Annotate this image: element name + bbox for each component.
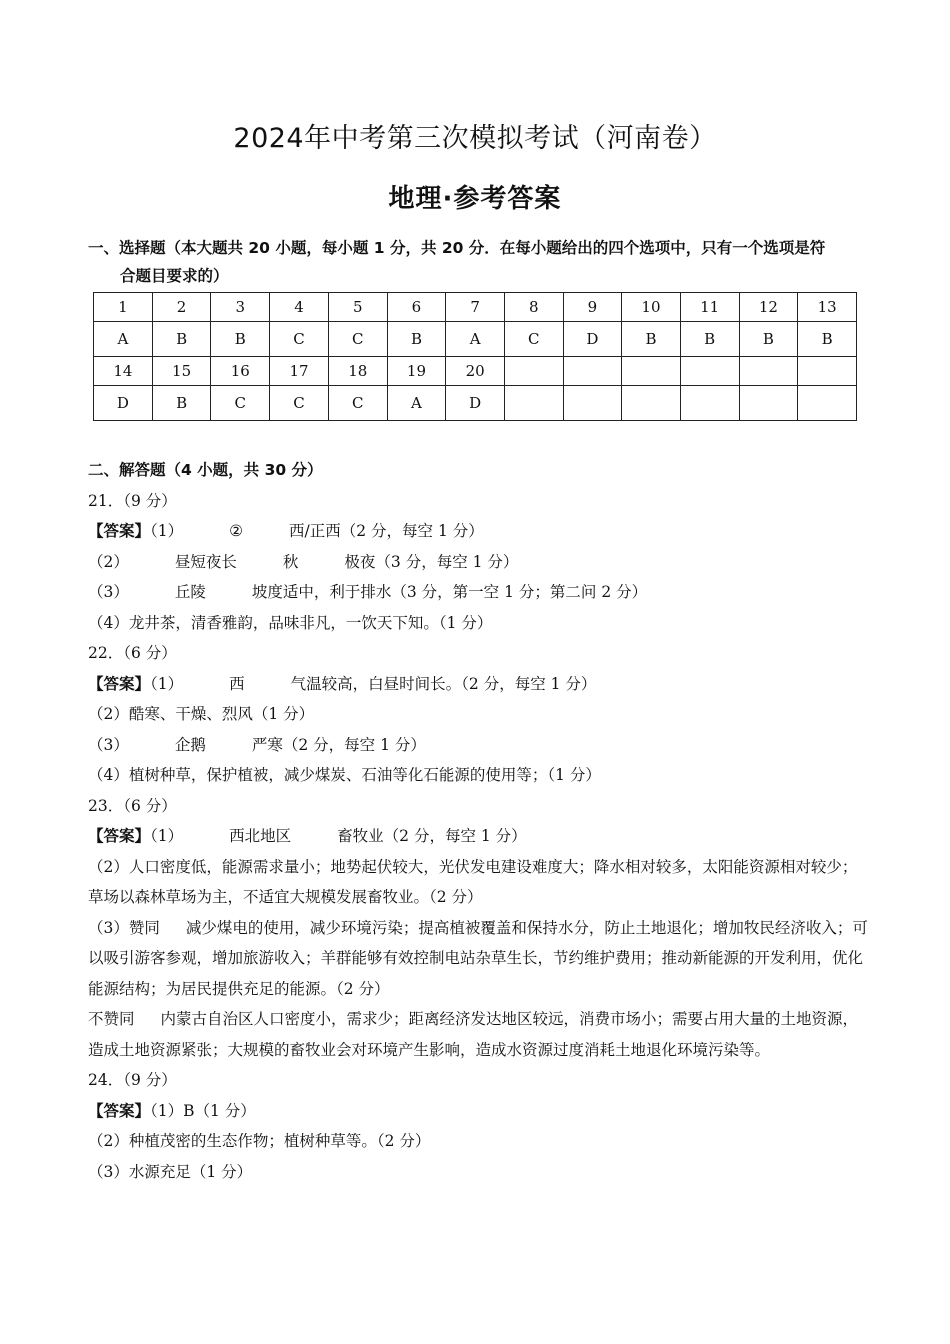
- section-1-heading: [88, 234, 868, 290]
- answer-cell: [622, 386, 681, 421]
- q22-answer-4: （4）植树种草，保护植被，减少煤炭、石油等化石能源的使用等；（1 分）: [88, 766, 601, 784]
- answer-label: 【答案】: [88, 1101, 151, 1120]
- q22-a1-value-1: 西: [229, 674, 245, 693]
- section-1-line-2: 合题目要求的）: [120, 267, 229, 285]
- q21-a2-value-1: 昼短夜长: [174, 552, 237, 571]
- q21-a2-value-2: 秋: [282, 552, 299, 571]
- answer-cell: B: [680, 322, 739, 357]
- q24-a1-text: （1）B（1 分）: [150, 1101, 256, 1120]
- answer-cell: B: [739, 322, 798, 357]
- q23-a4-lead: 不赞同: [88, 1010, 135, 1028]
- question-number-cell: [680, 357, 739, 386]
- answer-cell: C: [328, 322, 387, 357]
- table-row-answers-2: [94, 386, 857, 421]
- question-number-cell: 9: [563, 293, 622, 322]
- q22-answer-1: [88, 669, 868, 700]
- answer-cell: [739, 386, 798, 421]
- q23-answer-4: [88, 1004, 868, 1065]
- q24-answer-2: （2）种植茂密的生态作物；植树种草等。（2 分）: [88, 1132, 431, 1150]
- answer-cell: C: [270, 322, 329, 357]
- question-number-cell: [622, 357, 681, 386]
- answer-cell: C: [328, 386, 387, 421]
- answer-cell: B: [152, 386, 211, 421]
- q23-a1-number: （1）: [150, 827, 184, 845]
- section-1-line-1: 一、选择题（本大题共 20 小题，每小题 1 分，共 20 分．在每小题给出的四个选项中，只有一个选项是符: [88, 239, 826, 257]
- q21-answer-1: [88, 516, 868, 547]
- q23-heading: 23．（6 分）: [88, 796, 177, 815]
- page-subtitle: 地理·参考答案: [388, 184, 562, 214]
- q21-a3-value-1: 丘陵: [174, 583, 206, 601]
- question-number-cell: [505, 357, 564, 386]
- q21-a1-value-1: ②: [229, 522, 244, 540]
- question-number-cell: 15: [152, 357, 211, 386]
- question-number-cell: 19: [387, 357, 446, 386]
- q24-answer-1: [88, 1096, 868, 1127]
- q23-a1-value-1: 西北地区: [229, 827, 292, 845]
- q22-a1-number: （1）: [150, 674, 184, 693]
- page-title: 2024年中考第三次模拟考试（河南卷）: [233, 123, 717, 154]
- q21-answer-4: （4）龙井茶，清香雅韵，品味非凡，一饮天下知。（1 分）: [88, 613, 493, 632]
- answer-cell: B: [798, 322, 857, 357]
- question-number-cell: 11: [680, 293, 739, 322]
- q24-answer-3: （3）水源充足（1 分）: [88, 1162, 253, 1181]
- q23-a3-lead: （3）赞同: [88, 918, 160, 937]
- answer-cell: [680, 386, 739, 421]
- q22-a3-value-2: 严寒（2 分，每空 1 分）: [251, 735, 426, 754]
- q21-answer-2: [88, 547, 868, 578]
- q24-heading: 24．（9 分）: [88, 1071, 177, 1089]
- answer-cell: C: [211, 386, 270, 421]
- question-number-cell: [798, 357, 857, 386]
- q22-a1-value-2: 气温较高，白昼时间长。（2 分，每空 1 分）: [290, 674, 597, 693]
- answer-cell: B: [152, 322, 211, 357]
- answer-body: [88, 455, 868, 1187]
- question-number-cell: 16: [211, 357, 270, 386]
- answer-cell: C: [505, 322, 564, 357]
- q22-a3-value-1: 企鹅: [174, 735, 206, 754]
- question-number-cell: 2: [152, 293, 211, 322]
- question-number-cell: 5: [328, 293, 387, 322]
- q21-a1-value-2: 西/正西（2 分，每空 1 分）: [289, 522, 484, 540]
- question-number-cell: [739, 357, 798, 386]
- q23-a3-text: 减少煤电的使用，减少环境污染；提高植被覆盖和保持水分，防止土地退化；增加牧民经济收入；可以吸引游客参观，增加旅游收入；羊群能够有效控制电站杂草生长，节约维护费用；推动新能源的开发利用，优化能源结构；为居民提供充足的能源。（2 分）: [88, 918, 868, 998]
- q21-heading: 21．（9 分）: [88, 491, 177, 510]
- q21-a2-number: （2）: [88, 552, 129, 571]
- q21-a1-number: （1）: [150, 522, 184, 540]
- answer-label: 【答案】: [88, 522, 151, 540]
- q23-a4-text: 内蒙古自治区人口密度小，需求少；距离经济发达地区较远，消费市场小；需要占用大量的土地资源，造成土地资源紧张；大规模的畜牧业会对环境产生影响，造成水资源过度消耗土地退化环境污染等。: [88, 1010, 859, 1059]
- question-number-cell: 6: [387, 293, 446, 322]
- answer-cell: B: [387, 322, 446, 357]
- q23-answer-3: [88, 913, 868, 1005]
- question-number-cell: 17: [270, 357, 329, 386]
- question-number-cell: 4: [270, 293, 329, 322]
- question-number-cell: 3: [211, 293, 270, 322]
- answer-cell: A: [387, 386, 446, 421]
- answer-cell: [505, 386, 564, 421]
- question-number-cell: 12: [739, 293, 798, 322]
- question-number-cell: 20: [446, 357, 505, 386]
- question-number-cell: 7: [446, 293, 505, 322]
- q22-answer-2: （2）酷寒、干燥、烈风（1 分）: [88, 705, 315, 723]
- q23-answer-2: （2）人口密度低，能源需求量小；地势起伏较大，光伏发电建设难度大；降水相对较多，太阳能资源相对较少；草场以森林草场为主，不适宜大规模发展畜牧业。（2 分）: [88, 857, 858, 906]
- answer-label: 【答案】: [88, 674, 151, 693]
- section-2-heading: 二、解答题（4 小题，共 30 分）: [88, 461, 323, 479]
- answer-cell: B: [211, 322, 270, 357]
- answer-cell: D: [94, 386, 153, 421]
- q21-a3-number: （3）: [88, 583, 129, 601]
- q22-heading: 22．（6 分）: [88, 644, 177, 662]
- answer-cell: D: [446, 386, 505, 421]
- answer-label: 【答案】: [88, 827, 151, 845]
- answer-table: [93, 292, 857, 421]
- q21-answer-3: [88, 577, 868, 608]
- answer-cell: A: [94, 322, 153, 357]
- question-number-cell: 10: [622, 293, 681, 322]
- answer-cell: B: [622, 322, 681, 357]
- table-row-numbers-1: [94, 293, 857, 322]
- q22-a3-number: （3）: [88, 735, 129, 754]
- question-number-cell: [563, 357, 622, 386]
- answer-cell: D: [563, 322, 622, 357]
- question-number-cell: 13: [798, 293, 857, 322]
- answer-cell: A: [446, 322, 505, 357]
- question-number-cell: 8: [505, 293, 564, 322]
- q21-a2-value-3: 极夜（3 分，每空 1 分）: [344, 552, 519, 571]
- answer-cell: [798, 386, 857, 421]
- q23-answer-1: [88, 821, 868, 852]
- q22-answer-3: [88, 730, 868, 761]
- table-row-numbers-2: [94, 357, 857, 386]
- answer-cell: [563, 386, 622, 421]
- table-row-answers-1: [94, 322, 857, 357]
- question-number-cell: 1: [94, 293, 153, 322]
- q23-a1-value-2: 畜牧业（2 分，每空 1 分）: [337, 827, 527, 845]
- answer-cell: C: [270, 386, 329, 421]
- q21-a3-value-2: 坡度适中，利于排水（3 分，第一空 1 分；第二问 2 分）: [251, 583, 648, 601]
- question-number-cell: 18: [328, 357, 387, 386]
- question-number-cell: 14: [94, 357, 153, 386]
